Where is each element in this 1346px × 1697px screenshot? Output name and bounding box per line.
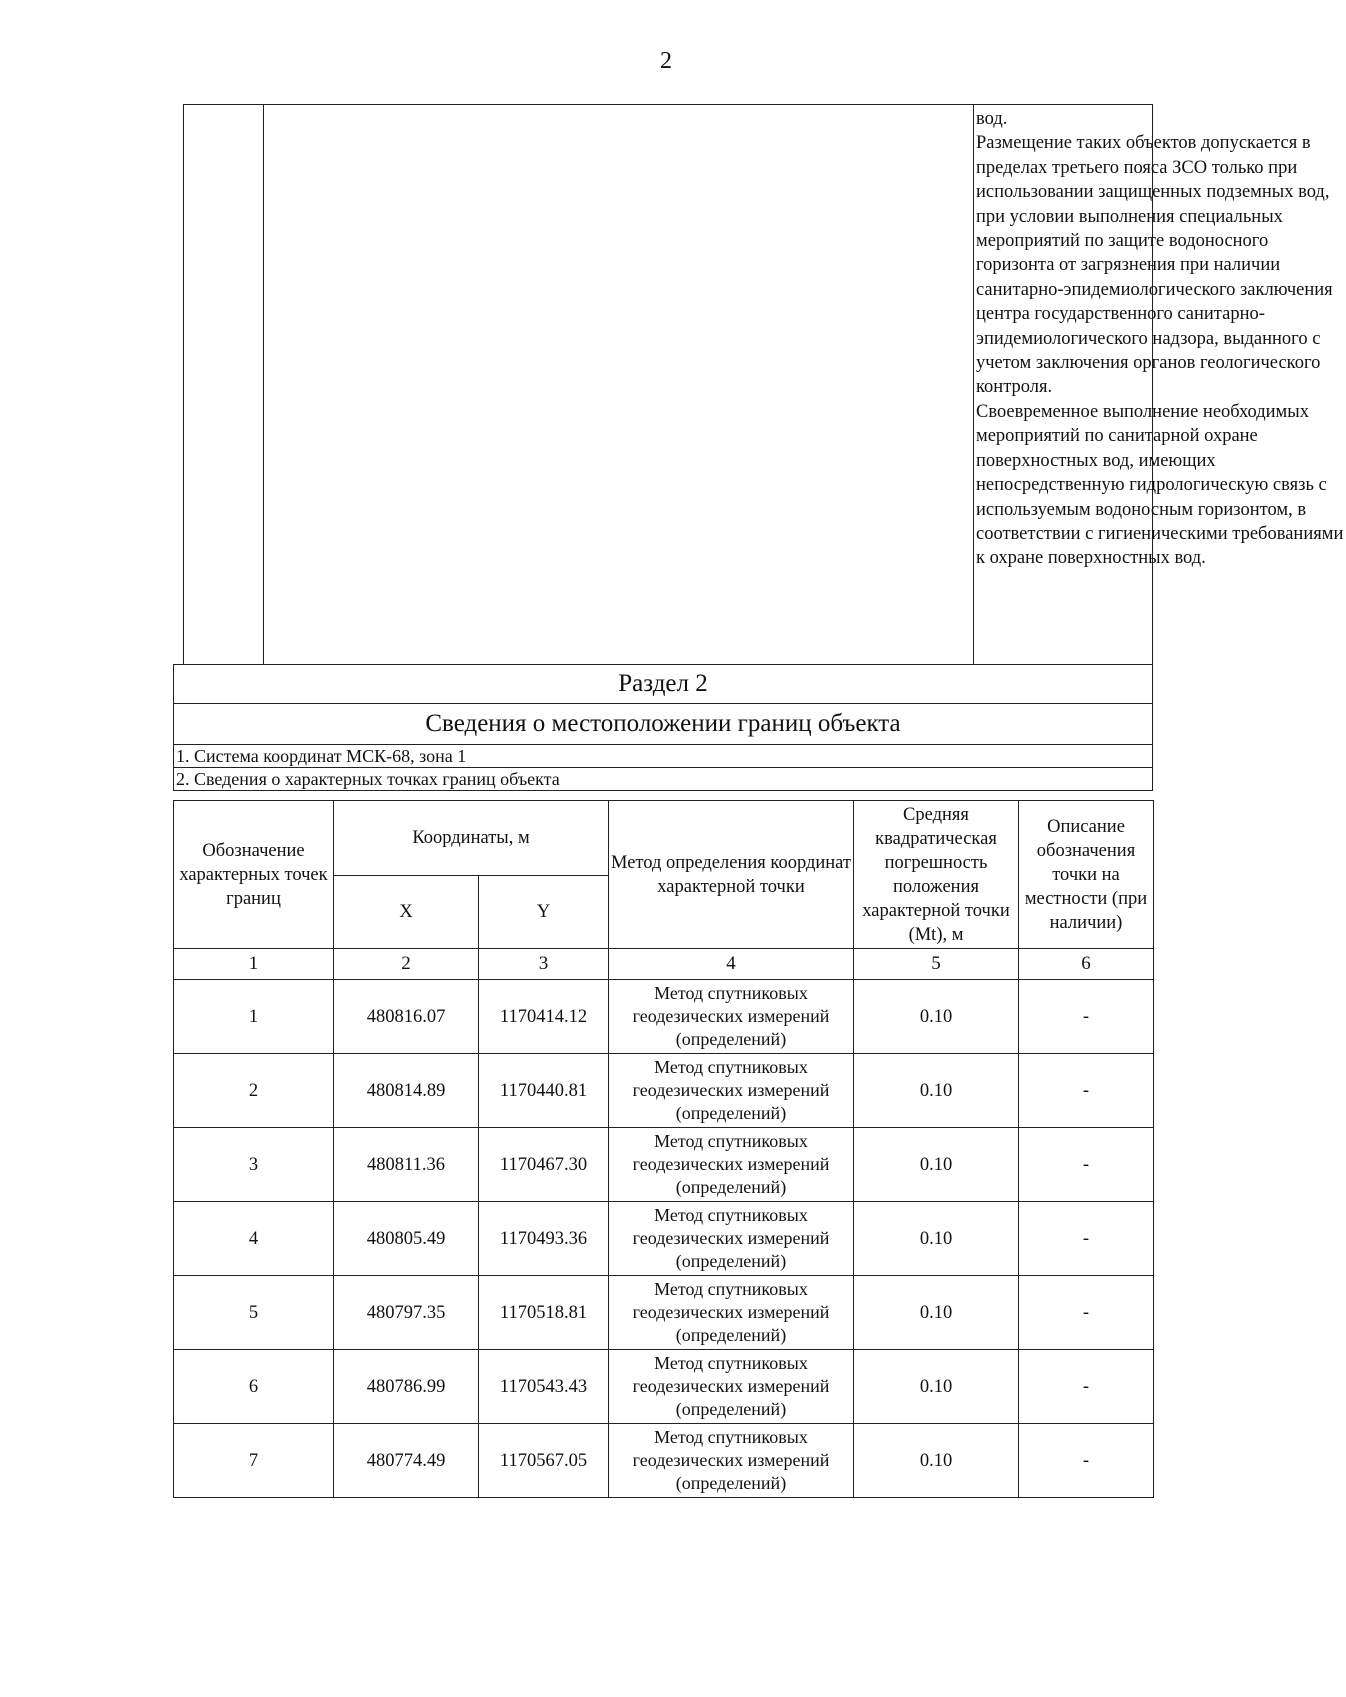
continued-col-number: [184, 105, 264, 664]
point-y: 1170440.81: [479, 1054, 609, 1128]
point-y: 1170567.05: [479, 1424, 609, 1498]
point-x: 480805.49: [334, 1202, 479, 1276]
point-mt: 0.10: [854, 1202, 1019, 1276]
header-y: Y: [479, 876, 609, 949]
continued-col-name: [264, 105, 974, 664]
point-desc: -: [1019, 1054, 1154, 1128]
point-x: 480786.99: [334, 1350, 479, 1424]
point-x: 480814.89: [334, 1054, 479, 1128]
table-row: [174, 1424, 1154, 1498]
column-number: 3: [479, 949, 609, 980]
point-y: 1170493.36: [479, 1202, 609, 1276]
header-coordinates: Координаты, м: [334, 801, 609, 876]
header-description: Описание обозначения точки на местности (при наличии): [1019, 801, 1154, 949]
point-y: 1170414.12: [479, 980, 609, 1054]
point-desc: -: [1019, 1276, 1154, 1350]
point-x: 480816.07: [334, 980, 479, 1054]
point-method: Метод спутниковых геодезических измерений (определений): [609, 1202, 854, 1276]
page-number: 2: [660, 48, 672, 74]
point-desc: -: [1019, 1424, 1154, 1498]
point-id: 3: [174, 1128, 334, 1202]
header-method: Метод определения координат характерной точки: [609, 801, 854, 949]
table-row: [174, 1276, 1154, 1350]
point-mt: 0.10: [854, 980, 1019, 1054]
point-method: Метод спутниковых геодезических измерений (определений): [609, 1054, 854, 1128]
points-heading: 2. Сведения о характерных точках границ объекта: [174, 768, 1153, 791]
point-id: 5: [174, 1276, 334, 1350]
header-designation: Обозначение характерных точек границ: [174, 801, 334, 949]
point-desc: -: [1019, 1350, 1154, 1424]
point-x: 480797.35: [334, 1276, 479, 1350]
point-method: Метод спутниковых геодезических измерений (определений): [609, 1350, 854, 1424]
point-mt: 0.10: [854, 1350, 1019, 1424]
point-method: Метод спутниковых геодезических измерений (определений): [609, 1424, 854, 1498]
point-y: 1170518.81: [479, 1276, 609, 1350]
point-desc: -: [1019, 980, 1154, 1054]
continued-col-text: [974, 107, 1344, 571]
point-mt: 0.10: [854, 1054, 1019, 1128]
table-row: [174, 1054, 1154, 1128]
point-x: 480774.49: [334, 1424, 479, 1498]
header-error: Средняя квадратическая погрешность положения характерной точки (Mt), м: [854, 801, 1019, 949]
point-id: 7: [174, 1424, 334, 1498]
point-method: Метод спутниковых геодезических измерений (определений): [609, 1128, 854, 1202]
point-method: Метод спутниковых геодезических измерений (определений): [609, 1276, 854, 1350]
continued-paragraph: Своевременное выполнение необходимых мероприятий по санитарной охране поверхностных вод, имеющих непосредственную гидрологическую связь с используемым водоносным горизонтом, в соответствии с гигиеническими требованиями к охране поверхностных вод.: [976, 401, 1344, 569]
coordinate-system: 1. Система координат МСК-68, зона 1: [174, 745, 1153, 768]
points-table: [173, 800, 1154, 1498]
point-y: 1170467.30: [479, 1128, 609, 1202]
point-method: Метод спутниковых геодезических измерений (определений): [609, 980, 854, 1054]
table-row: [174, 980, 1154, 1054]
column-number: 6: [1019, 949, 1154, 980]
point-mt: 0.10: [854, 1424, 1019, 1498]
column-number: 2: [334, 949, 479, 980]
continued-paragraph: вод.: [976, 109, 1008, 129]
table-row: [174, 1202, 1154, 1276]
section-title: Раздел 2: [174, 665, 1153, 704]
point-mt: 0.10: [854, 1276, 1019, 1350]
point-mt: 0.10: [854, 1128, 1019, 1202]
column-number: 4: [609, 949, 854, 980]
section-header-table: [173, 664, 1153, 791]
continued-table-block: [183, 104, 1344, 664]
point-desc: -: [1019, 1128, 1154, 1202]
column-number: 5: [854, 949, 1019, 980]
table-row: [174, 1128, 1154, 1202]
point-y: 1170543.43: [479, 1350, 609, 1424]
header-x: X: [334, 876, 479, 949]
section-subtitle: Сведения о местоположении границ объекта: [174, 704, 1153, 745]
point-id: 4: [174, 1202, 334, 1276]
column-number: 1: [174, 949, 334, 980]
continued-paragraph: Размещение таких объектов допускается в пределах третьего пояса ЗСО только при использовании защищенных подземных вод, при условии выполнения специальных мероприятий по защите водоносного горизонта от загрязнения при наличии санитарно-эпидемиологического заключения центра государственного санитарно-эпидемиологического надзора, выданного с учетом заключения органов геологического контроля.: [976, 133, 1333, 398]
point-id: 2: [174, 1054, 334, 1128]
point-x: 480811.36: [334, 1128, 479, 1202]
point-id: 1: [174, 980, 334, 1054]
point-desc: -: [1019, 1202, 1154, 1276]
table-row: [174, 1350, 1154, 1424]
column-numbers-row: [174, 949, 1154, 980]
point-id: 6: [174, 1350, 334, 1424]
